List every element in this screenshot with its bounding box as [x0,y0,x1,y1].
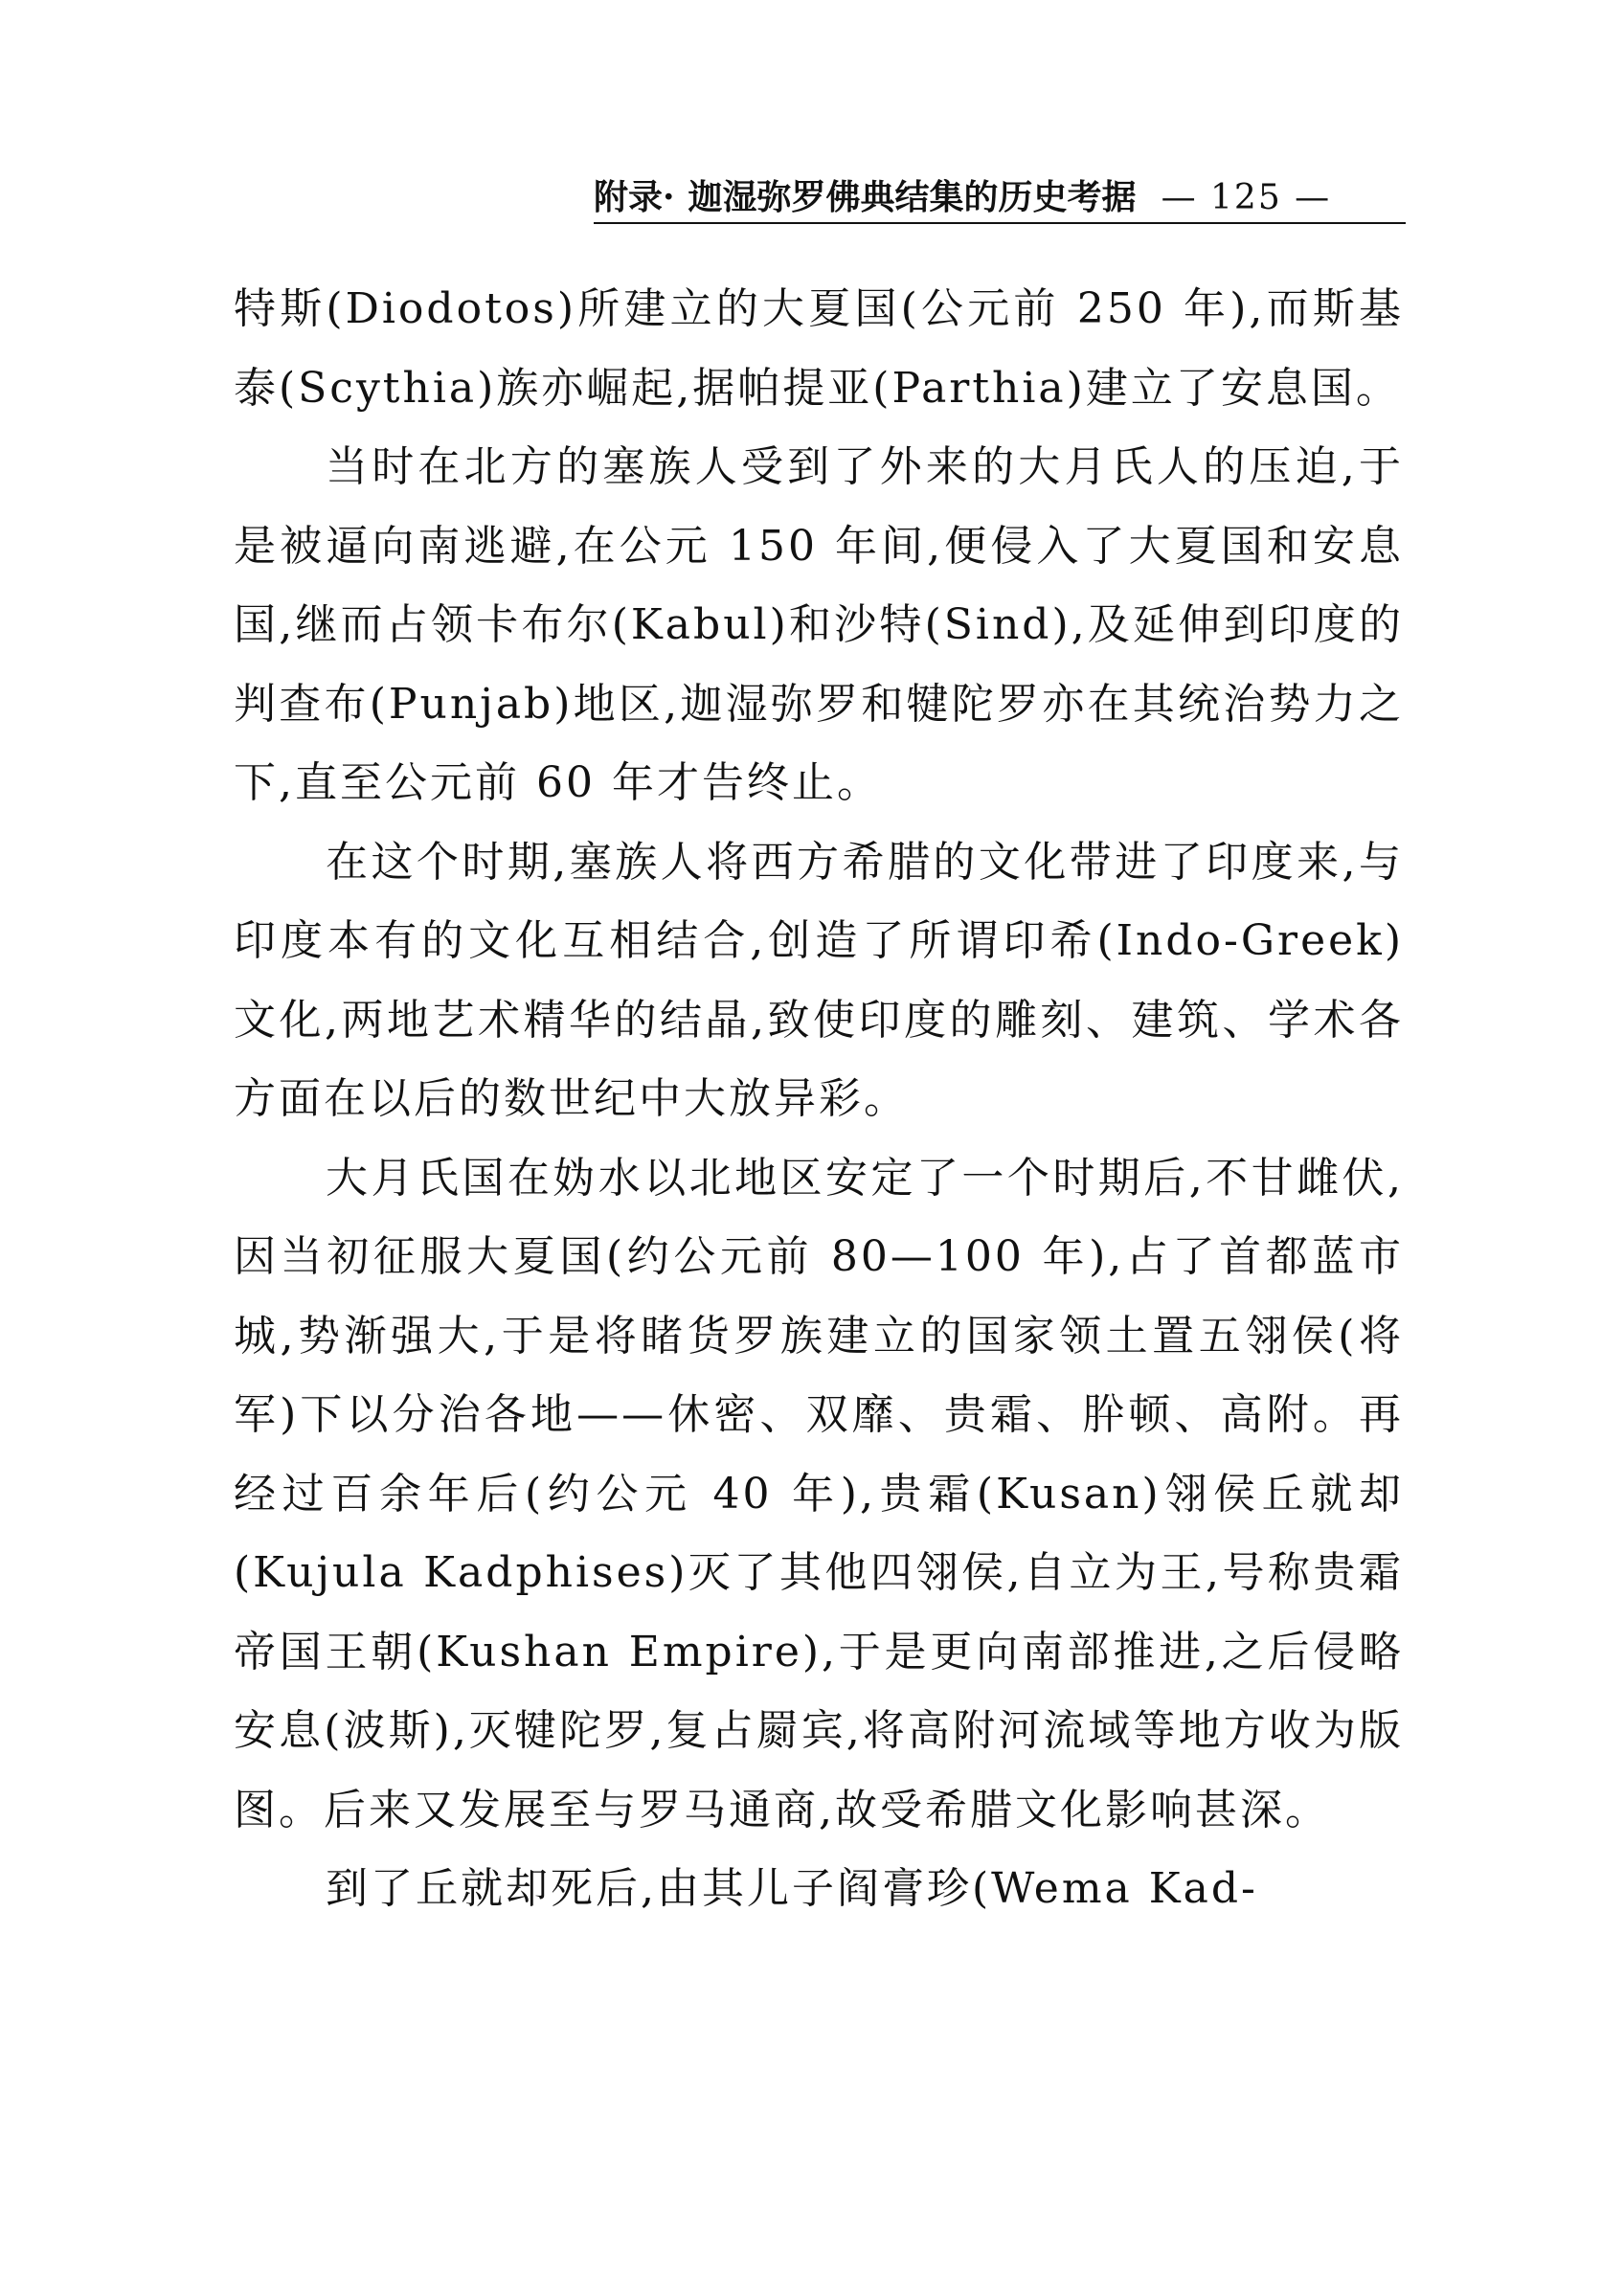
header-chapter-title: 迦湿弥罗佛典结集的历史考据 [688,177,1137,217]
running-header [594,169,1406,226]
header-rule [594,222,1406,224]
paragraph: 到了丘就却死后,由其儿子阎膏珍(Wema Kad- [326,1864,1258,1913]
paragraph: 当时在北方的塞族人受到了外来的大月氏人的压迫,于是被逼向南逃避,在公元 150 年间,便侵入了大夏国和安息国,继而占领卡布尔(Kabul)和沙特(Sind),及延伸到印度的判查布(Punjab)地区,迦湿弥罗和犍陀罗亦在其统治势力之下,直至公元前 60 年才告终止。 [234,442,1404,807]
paragraph: 大月氏国在妫水以北地区安定了一个时期后,不甘雌伏,因当初征服大夏国(约公元前 80—100 年),占了首都蓝市城,势渐强大,于是将睹货罗族建立的国家领土置五翎侯(将军)下以分治各地——休密、双靡、贵霜、肸顿、高附。再经过百余年后(约公元 40 年),贵霜(Kusan)翎侯丘就却(Kujula Kadphises)灭了其他四翎侯,自立为王,号称贵霜帝国王朝(Kushan Empire),于是更向南部推进,之后侵略安息(波斯),灭犍陀罗,复占罽宾,将高附河流域等地方收为版图。后来又发展至与罗马通商,故受希腊文化影响甚深。 [234,1153,1404,1834]
body-text [234,270,1404,1929]
page-number: — 125 — [1161,178,1332,217]
paragraph-continuation: 特斯(Diodotos)所建立的大夏国(公元前 250 年),而斯基泰(Scythia)族亦崛起,据帕提亚(Parthia)建立了安息国。 [234,284,1404,413]
header-section-label: 附录· [594,177,675,217]
paragraph: 在这个时期,塞族人将西方希腊的文化带进了印度来,与印度本有的文化互相结合,创造了所谓印希(Indo-Greek)文化,两地艺术精华的结晶,致使印度的雕刻、建筑、学术各方面在以后的数世纪中大放异彩。 [234,837,1404,1123]
